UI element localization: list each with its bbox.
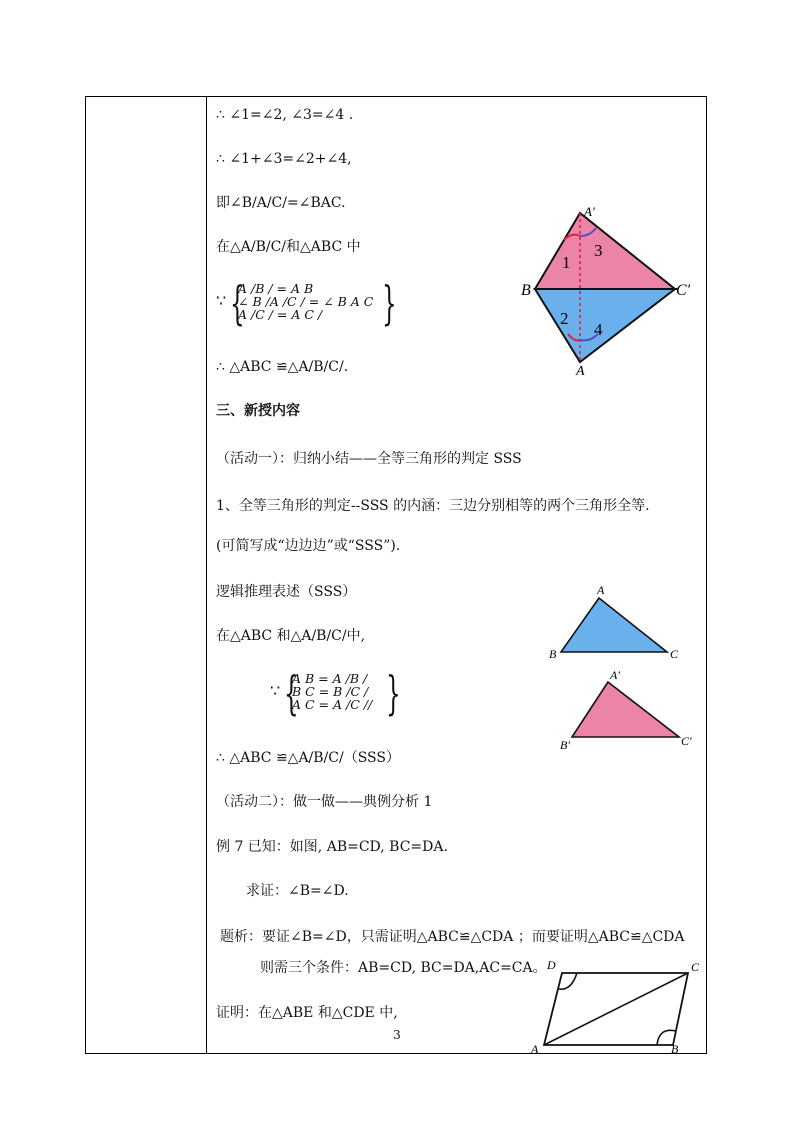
label-a: A [531, 1042, 539, 1056]
system-of-equations-2: ∵ { A B = A /B / B C = B /C / A C = A /C // } [270, 666, 401, 720]
because-symbol: ∵ [270, 681, 281, 700]
label-b-prime: B′ [560, 738, 570, 752]
label-angle-4: 4 [594, 320, 603, 339]
column-divider [206, 96, 207, 1054]
lower-triangle [535, 289, 675, 362]
activity-two-title: （活动二）：做一做——典例分析 1 [216, 794, 433, 810]
label-b: B [671, 1042, 679, 1056]
figure-triangle-a-b-c-prime [555, 665, 705, 755]
sss-definition: 1、全等三角形的判定--SSS 的内涵：三边分别相等的两个三角形全等. [216, 498, 650, 514]
label-a: A [576, 364, 585, 379]
equation-row: A B = A /B / [292, 671, 368, 686]
label-a-prime: A′ [610, 668, 620, 682]
section-heading: 三、新授内容 [216, 403, 300, 419]
system-of-equations-1: ∵ { A /B / = A B ∠ B /A /C / = ∠ B A C A /C / = A C / } [216, 276, 397, 330]
upper-triangle [535, 213, 675, 289]
logic-statement-title: 逻辑推理表述（SSS） [216, 584, 357, 600]
text-line-angle-bac: 即∠B/A/C/=∠BAC. [216, 195, 346, 211]
text-line-angles-equal: ∴ ∠1=∠2, ∠3=∠4 . [216, 107, 354, 123]
text-line-in-triangles-2: 在△ABC 和△A/B/C/中, [216, 628, 366, 644]
triangle-abc [561, 598, 667, 652]
label-c: C [691, 960, 700, 974]
example-7-prove: 求证：∠B=∠D. [246, 883, 349, 899]
sss-abbreviation: (可简写成“边边边”或“SSS”). [216, 538, 401, 554]
analysis-text: 题析：要证∠B=∠D，只需证明△ABC≌△CDA ；而要证明△ABC≌△CDA [220, 929, 685, 945]
label-angle-2: 2 [560, 309, 569, 328]
label-c-prime: C′ [681, 734, 692, 748]
label-b: B [549, 647, 557, 661]
activity-one-title: （活动一）：归纳小结——全等三角形的判定 SSS [216, 451, 522, 467]
label-b: B [521, 282, 531, 299]
analysis-conditions: 则需三个条件：AB=CD, BC=DA,AC=CA。 [260, 960, 547, 976]
figure-triangle-abc [545, 580, 695, 665]
label-d: D [547, 958, 556, 972]
equation-row: B C = B /C / [292, 684, 369, 699]
figure-congruent-kite [510, 200, 700, 380]
text-line-in-triangles: 在△A/B/C/和△ABC 中 [216, 239, 361, 255]
text-line-conclusion: ∴ △ABC ≌△A/B/C/. [216, 359, 349, 375]
label-a-prime: A′ [584, 204, 595, 219]
text-line-angle-sum: ∴ ∠1+∠3=∠2+∠4, [216, 151, 352, 167]
equation-row: A /B / = A B [238, 281, 314, 296]
label-a: A [597, 583, 605, 597]
label-c-prime: C′ [676, 282, 691, 299]
label-angle-3: 3 [594, 241, 603, 260]
example-7-given: 例 7 已知：如图, AB=CD, BC=DA. [216, 839, 448, 855]
figure-parallelogram-abcd [525, 955, 705, 1060]
label-angle-1: 1 [562, 253, 571, 272]
page-number: 3 [393, 1028, 401, 1042]
text-line-conclusion-sss: ∴ △ABC ≌△A/B/C/（SSS） [216, 750, 400, 766]
because-symbol: ∵ [216, 291, 227, 310]
equation-row: ∠ B /A /C / = ∠ B A C [238, 294, 374, 309]
triangle-a-b-c-prime [572, 682, 679, 737]
equation-row: A C = A /C // [292, 697, 373, 712]
proof-start: 证明：在△ABE 和△CDE 中, [216, 1005, 398, 1021]
label-c: C [670, 647, 679, 661]
equation-row: A /C / = A C / [238, 307, 323, 322]
